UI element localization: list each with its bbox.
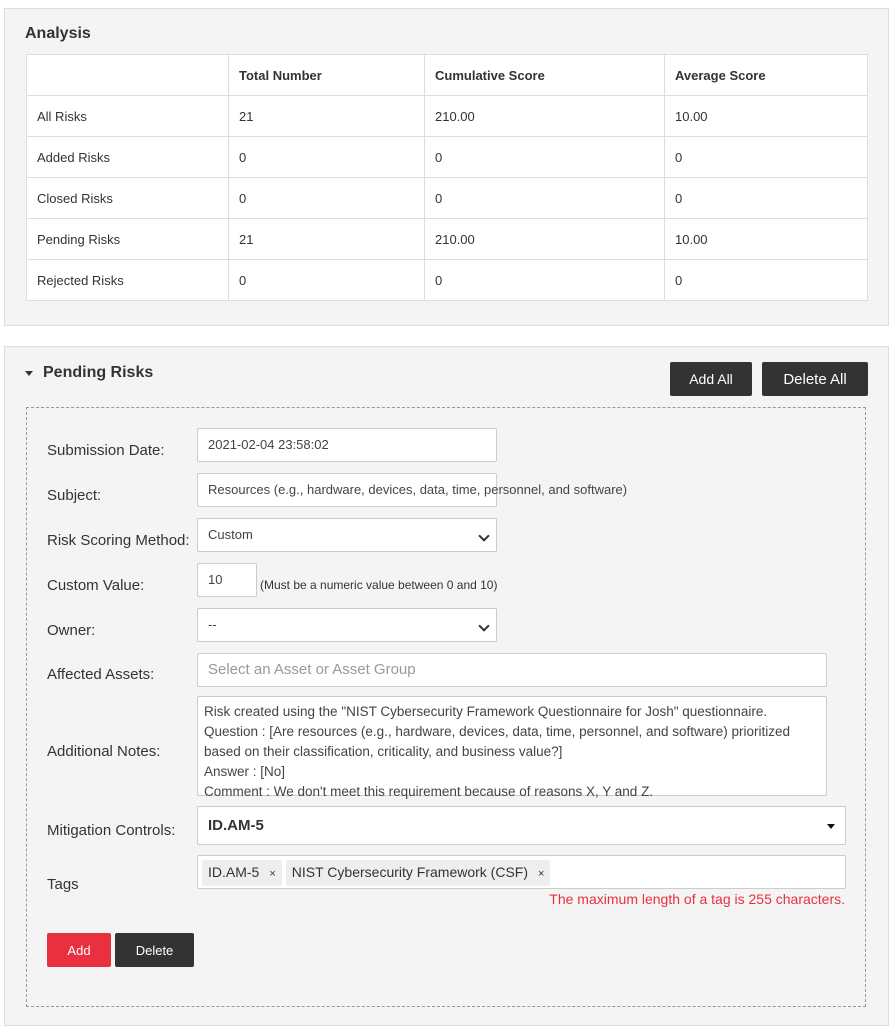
tag-label: ID.AM-5 <box>208 864 260 880</box>
cell: 0 <box>425 178 665 219</box>
label: Mitigation Controls: <box>47 822 176 839</box>
analysis-panel <box>4 8 889 326</box>
analysis-title: Analysis <box>25 25 91 42</box>
risk-form <box>26 407 866 1007</box>
cell: 0 <box>665 260 868 301</box>
table-row <box>27 96 868 137</box>
header-cell: Total Number <box>229 55 425 96</box>
label: Risk Scoring Method: <box>47 532 190 549</box>
cell: 0 <box>665 178 868 219</box>
cell: 0 <box>425 137 665 178</box>
caret-down-icon <box>827 824 835 829</box>
tag-chip <box>286 860 551 886</box>
delete-button[interactable]: Delete <box>115 933 194 967</box>
cell: 210.00 <box>425 219 665 260</box>
table-row <box>27 219 868 260</box>
label: Additional Notes: <box>47 743 161 760</box>
custom-value-input[interactable]: 10 <box>197 563 257 597</box>
label: Affected Assets: <box>47 666 155 683</box>
cell: 10.00 <box>665 219 868 260</box>
label: Submission Date: <box>47 442 165 459</box>
caret-down-icon <box>25 371 33 376</box>
label: Tags <box>47 876 79 893</box>
cell: 0 <box>229 137 425 178</box>
header-cell <box>27 55 229 96</box>
cell: 0 <box>229 260 425 301</box>
cell: Pending Risks <box>27 219 229 260</box>
mitigation-controls-select[interactable] <box>197 806 846 845</box>
pending-risks-panel <box>4 346 889 1026</box>
table-row <box>27 260 868 301</box>
submission-date-input[interactable]: 2021-02-04 23:58:02 <box>197 428 497 462</box>
add-button[interactable]: Add <box>47 933 111 967</box>
cell: 21 <box>229 219 425 260</box>
analysis-table <box>26 54 868 301</box>
cell: Rejected Risks <box>27 260 229 301</box>
cell: 21 <box>229 96 425 137</box>
cell: 0 <box>665 137 868 178</box>
pending-title: Pending Risks <box>43 364 154 381</box>
subject-input[interactable]: Resources (e.g., hardware, devices, data, time, personnel, and software) <box>197 473 497 507</box>
remove-tag-icon[interactable]: × <box>269 868 276 880</box>
delete-all-button[interactable]: Delete All <box>762 362 868 396</box>
affected-assets-input[interactable]: Select an Asset or Asset Group <box>197 653 827 687</box>
table-row <box>27 137 868 178</box>
cell: 210.00 <box>425 96 665 137</box>
custom-value-hint: (Must be a numeric value between 0 and 10) <box>260 578 498 592</box>
mitigation-value: ID.AM-5 <box>208 817 264 834</box>
header-cell: Cumulative Score <box>425 55 665 96</box>
table-header <box>27 55 868 96</box>
label: Owner: <box>47 622 96 639</box>
remove-tag-icon[interactable]: × <box>538 868 545 880</box>
cell: 0 <box>425 260 665 301</box>
collapse-toggle[interactable] <box>25 364 153 382</box>
owner-select[interactable]: -- <box>197 608 497 642</box>
tag-label: NIST Cybersecurity Framework (CSF) <box>291 864 528 880</box>
cell: All Risks <box>27 96 229 137</box>
label: Subject: <box>47 487 102 504</box>
tag-error: The maximum length of a tag is 255 characters. <box>549 891 845 907</box>
additional-notes-textarea[interactable]: Risk created using the "NIST Cybersecurity Framework Questionnaire for Josh" questionnaire. Question : [Are resources (e.g., hardware, devices, data, time, personnel, and software) prioritized based on their classification, criticality, and business value?] Answer : [No] Comment : We don't meet this requirement because of reasons X, Y and Z. <box>197 696 827 796</box>
table-row <box>27 178 868 219</box>
cell: Added Risks <box>27 137 229 178</box>
tags-input[interactable] <box>197 855 846 889</box>
label: Custom Value: <box>47 577 145 594</box>
cell: 10.00 <box>665 96 868 137</box>
cell: 0 <box>229 178 425 219</box>
cell: Closed Risks <box>27 178 229 219</box>
add-all-button[interactable]: Add All <box>670 362 752 396</box>
header-cell: Average Score <box>665 55 868 96</box>
risk-scoring-select[interactable]: Custom <box>197 518 497 552</box>
tag-chip <box>202 860 282 886</box>
